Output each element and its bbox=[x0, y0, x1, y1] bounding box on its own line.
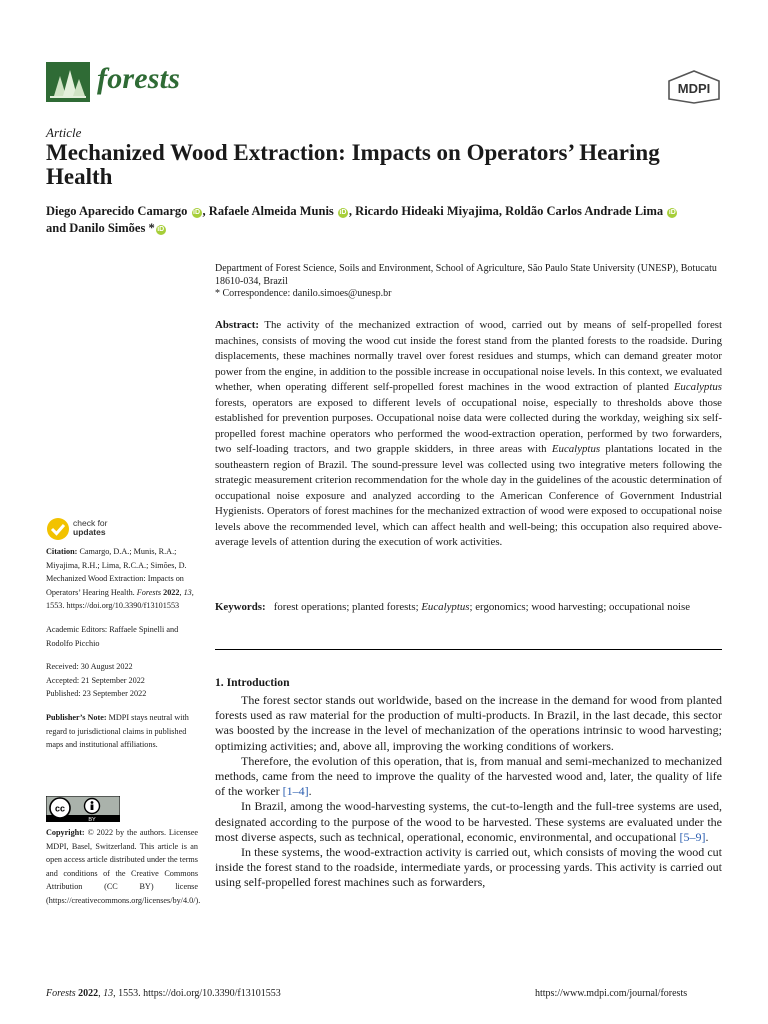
paragraph: In Brazil, among the wood-harvesting systems, the cut-to-length and the full-tree systems are used, designated according to the purpose of the wood to be harvested. These systems are evaluated under the most diverse aspects, such as technical, operational, economic, environmental, and occupational [5–9]. bbox=[215, 799, 722, 844]
paragraph: The forest sector stands out worldwide, based on the increase in the demand for wood from planted forests used as raw material for the production of multi-products. In Brazil, in the last decade, this sector was boosted by the increase in the level of mechanization of the operations intrinsic to wood harvesting; optimizing activities; and, above all, improving the working conditions of workers. bbox=[215, 693, 722, 753]
orcid-icon[interactable]: iD bbox=[339, 209, 347, 216]
author-name: Roldão Carlos Andrade Lima bbox=[505, 204, 664, 218]
abstract-text: forests, operators are exposed to different levels of occupational noise, especially to thresholds above those established for prevention purposes. Occupational noise data were collected during the workday, weighing six self-propelled forest machine operators who performed the wood-extraction operation, performed by two forwarders, two self-loading tractors, and two grapple skidders, in three areas with bbox=[215, 396, 722, 455]
keywords-label: Keywords: bbox=[215, 601, 266, 613]
keywords-text: ; ergonomics; wood harvesting; occupational noise bbox=[469, 601, 691, 613]
footer-journal-url[interactable]: https://www.mdpi.com/journal/forests bbox=[535, 988, 688, 999]
forests-logo-icon bbox=[46, 62, 90, 102]
journal-name: forests bbox=[97, 62, 181, 95]
author-name: Ricardo Hideaki Miyajima bbox=[355, 204, 499, 218]
keywords-text: forest operations; planted forests; bbox=[273, 601, 422, 613]
mdpi-logo-icon bbox=[667, 70, 721, 104]
article-title: Mechanized Wood Extraction: Impacts on Operators’ Hearing Health bbox=[46, 140, 660, 189]
abstract-text: The activity of the mechanized extraction of wood, carried out by means of self-propelled forest machines, consists of moving the wood cut inside the forest stand from the planted forests to the roadside. During displacements, these machines normally travel over forest residues and stumps, which can demand greater motor power from the engine, in addition to the possible increase in occupational noise levels. In this context, we evaluated whether, when operating different self-propelled forest machines in the wood extraction of planted bbox=[215, 319, 722, 393]
abstract-label: Abstract: bbox=[215, 319, 259, 331]
published-date: Published: 23 September 2022 bbox=[46, 689, 147, 699]
orcid-icon[interactable]: iD bbox=[193, 209, 201, 216]
check-for-updates-button[interactable] bbox=[46, 516, 166, 542]
cc-by-label: BY bbox=[88, 817, 96, 822]
check-updates-line2: updates bbox=[73, 527, 106, 537]
article-type: Article bbox=[46, 125, 82, 140]
keywords bbox=[215, 600, 722, 616]
author-list: Diego Aparecido Camargo iD , Rafaele Almeida Munis iD , Ricardo Hideaki Miyajima, Roldão Carlos Andrade Lima iD and Danilo Simões * iD bbox=[46, 204, 676, 235]
check-updates-icon bbox=[46, 517, 70, 541]
correspondence: * Correspondence: danilo.simoes@unesp.br bbox=[215, 288, 392, 299]
publisher-note: Publisher’s Note: MDPI stays neutral with regard to jurisdictional claims in published maps and institutional affiliations. bbox=[46, 712, 189, 750]
copyright-notice: Copyright: © 2022 by the authors. Licensee MDPI, Basel, Switzerland. This article is an open access article distributed under the terms and conditions of the Creative Commons Attribution (CC BY) license (https://creativecommons.org/licenses/by/4.0/). bbox=[46, 828, 201, 905]
sidebar-info bbox=[46, 545, 198, 762]
mdpi-logo-text: MDPI bbox=[677, 81, 711, 96]
author-name: Danilo Simões bbox=[69, 220, 146, 235]
abstract bbox=[215, 318, 722, 551]
check-updates-line1: check for bbox=[73, 518, 108, 528]
section-divider bbox=[215, 649, 722, 650]
section-heading: 1. Introduction bbox=[215, 676, 290, 689]
paragraph: In these systems, the wood-extraction activity is carried out, which consists of moving the wood cut inside the forest stand to the roadside, intermediate yards, or processing yards. This activity is carried out using self-propelled forest machines such as forwarders, bbox=[215, 845, 722, 890]
citation: Citation: Camargo, D.A.; Munis, R.A.; Miyajima, R.H.; Lima, R.C.A.; Simões, D. Mechanized Wood Extraction: Impacts on Operators’ Hearing Health. Forests 2022, 13, 1553. https://doi.org/10.3390/f13101553 bbox=[46, 547, 194, 611]
dates bbox=[46, 660, 198, 701]
accepted-date: Accepted: 21 September 2022 bbox=[46, 675, 145, 685]
introduction-body bbox=[215, 693, 722, 891]
paragraph: Therefore, the evolution of this operation, that is, from manual and semi-mechanized to mechanized methods, came from the need to improve the quality of the harvested wood and, later, the quality of life of the worker [1–4]. bbox=[215, 753, 722, 799]
cc-by-license-icon[interactable] bbox=[46, 796, 120, 822]
reference-link[interactable]: [5–9] bbox=[679, 829, 706, 844]
orcid-icon[interactable]: iD bbox=[668, 209, 676, 216]
abstract-species: Eucalyptus bbox=[551, 443, 601, 455]
author-name: Diego Aparecido Camargo bbox=[46, 204, 188, 218]
affiliation: Department of Forest Science, Soils and Environment, School of Agriculture, São Paulo State University (UNESP), Botucatu 18610-034, Brazil bbox=[215, 263, 717, 287]
reference-link[interactable]: [1–4] bbox=[282, 784, 309, 799]
keywords-species: Eucalyptus bbox=[421, 601, 470, 613]
svg-text:cc: cc bbox=[54, 803, 66, 814]
abstract-species: Eucalyptus bbox=[673, 381, 722, 393]
footer-citation: Forests 2022, 13, 1553. https://doi.org/10.3390/f13101553 bbox=[46, 988, 281, 999]
orcid-icon[interactable]: iD bbox=[157, 225, 165, 233]
academic-editors: Academic Editors: Raffaele Spinelli and Rodolfo Picchio bbox=[46, 624, 179, 648]
author-name: Rafaele Almeida Munis bbox=[208, 204, 334, 218]
received-date: Received: 30 August 2022 bbox=[46, 662, 133, 672]
abstract-text: plantations located in the southeastern region of Brazil. The sound-pressure level was collected using two integrative meters following the strategic measurement criterion recommendation for the whole day in the guidelines of the acoustic determination of occupational noise exposure and analyzed according to the American Conference of Government Industrial Hygienists. Operators of forest machines for the mechanized extraction of wood were exposed to occupational noise levels above the recommended level, which can affect health and well-being; this occupation also required above-average levels of attention during the execution of work activities. bbox=[215, 443, 722, 548]
